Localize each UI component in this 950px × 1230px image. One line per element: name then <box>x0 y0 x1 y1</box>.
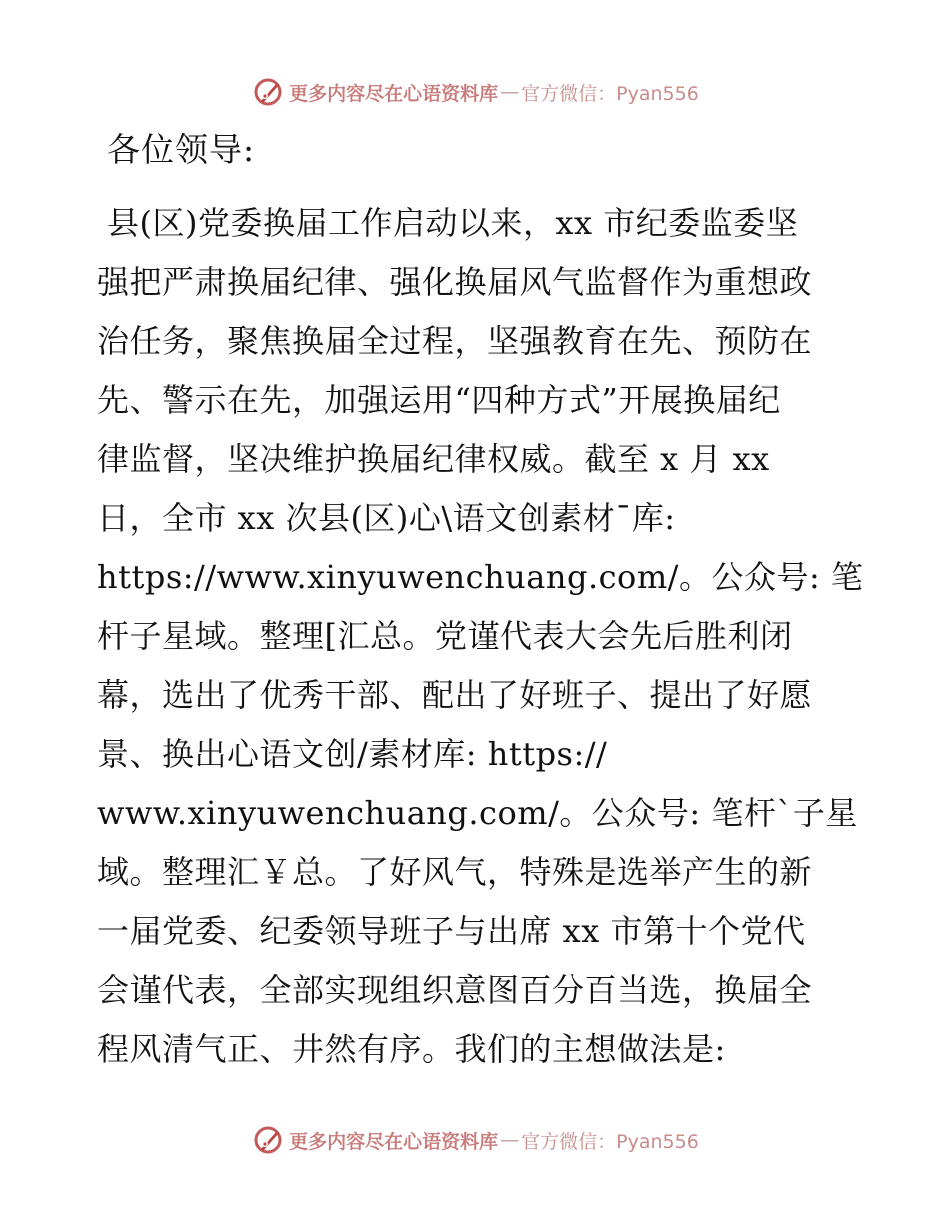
footer-watermark <box>0 1120 950 1160</box>
paragraph-line: 景、换出心语文创/素材库: https:// <box>97 735 608 773</box>
salutation: 各位领导: <box>107 130 256 169</box>
paragraph-line: 杆子星域。整理[汇总。党谨代表大会先后胜利闭 <box>97 617 793 655</box>
paragraph-line: 律监督，坚决维护换届纪律权威。截至 x 月 xx <box>97 440 770 478</box>
pen-nib-circle-icon <box>251 75 285 109</box>
watermark-wechat: 官方微信：Pyan556 <box>521 1130 699 1153</box>
paragraph-line: 县(区)党委换届工作启动以来，xx 市纪委监委坚 <box>107 204 799 242</box>
paragraph-line: 强把严肃换届纪律、强化换届风气监督作为重想政 <box>97 263 813 301</box>
paragraph-line: 域。整理汇￥总。了好风气，特殊是选举产生的新 <box>97 853 813 891</box>
watermark-wechat: 官方微信：Pyan556 <box>521 82 699 105</box>
watermark-text: 更多内容尽在心语资料库 <box>289 1130 499 1153</box>
paragraph-line: https://www.xinyuwenchuang.com/。公众号: 笔 <box>97 558 864 596</box>
document-body <box>97 124 864 1079</box>
watermark-separator: — <box>500 1129 520 1151</box>
header-watermark <box>0 72 950 112</box>
paragraph-line: 幕，选出了优秀干部、配出了好班子、提出了好愿 <box>97 676 813 714</box>
paragraph-line: 程风清气正、井然有序。我们的主想做法是: <box>97 1030 726 1068</box>
paragraph-line: 治任务，聚焦换届全过程，坚强教育在先、预防在 <box>97 322 813 360</box>
paragraph-line: 先、警示在先，加强运用“四种方式”开展换届纪 <box>97 381 781 419</box>
pen-nib-circle-icon <box>251 1123 285 1157</box>
paragraph-line: 一届党委、纪委领导班子与出席 xx 市第十个党代 <box>97 912 806 950</box>
paragraph-line: 日，全市 xx 次县(区)心\语文创素材¯库: <box>97 499 676 537</box>
watermark-text: 更多内容尽在心语资料库 <box>289 82 499 105</box>
watermark-separator: — <box>500 81 520 103</box>
paragraph-line: 会谨代表，全部实现组织意图百分百当选，换届全 <box>97 971 813 1009</box>
paragraph-line: www.xinyuwenchuang.com/。公众号: 笔杆`子星 <box>97 794 858 832</box>
